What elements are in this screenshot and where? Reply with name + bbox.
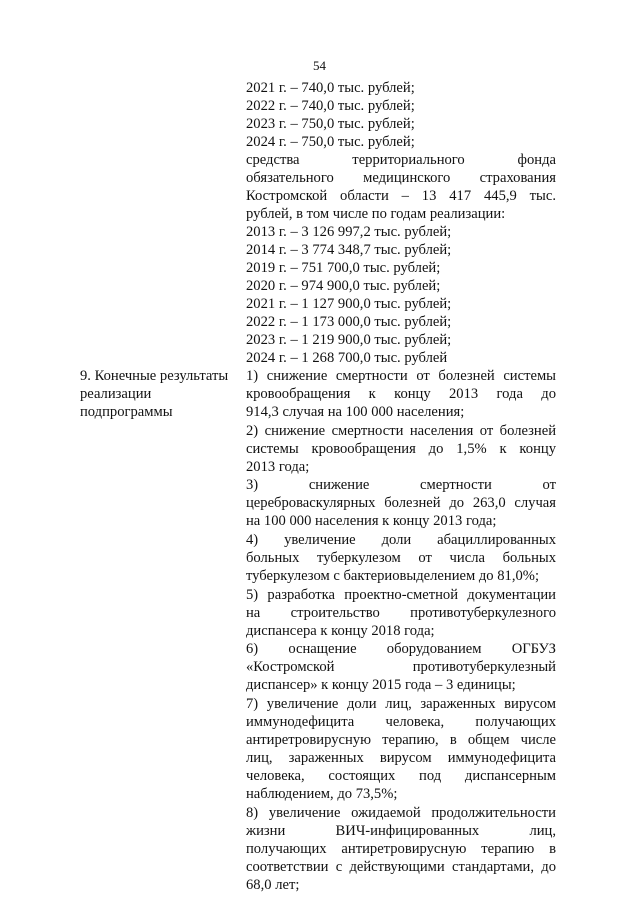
funding-line: 2021 г. – 1 127 900,0 тыс. рублей; bbox=[246, 296, 452, 312]
result-line: цереброваскулярных болезней до 263,0 случая bbox=[246, 495, 556, 511]
result-line: лиц, зараженных вирусом иммунодефицита bbox=[246, 750, 556, 766]
result-line: 4) увеличение доли абациллированных bbox=[246, 532, 556, 548]
funding-line: рублей, в том числе по годам реализации: bbox=[246, 206, 506, 222]
funding-line: 2020 г. – 974 900,0 тыс. рублей; bbox=[246, 278, 441, 294]
funding-line: 2024 г. – 1 268 700,0 тыс. рублей bbox=[246, 350, 448, 366]
funding-line: 2019 г. – 751 700,0 тыс. рублей; bbox=[246, 260, 441, 276]
funding-line: 2022 г. – 1 173 000,0 тыс. рублей; bbox=[246, 314, 452, 330]
result-line: человека, состоящих под диспансерным bbox=[246, 768, 556, 784]
funding-line: Костромской области – 13 417 445,9 тыс. bbox=[246, 188, 556, 204]
funding-line: 2024 г. – 750,0 тыс. рублей; bbox=[246, 134, 415, 150]
result-line: 6) оснащение оборудованием ОГБУЗ bbox=[246, 641, 556, 657]
result-line: туберкулезом с бактериовыделением до 81,0%; bbox=[246, 568, 540, 584]
result-line: больных туберкулезом от числа больных bbox=[246, 550, 556, 566]
result-line: 1) снижение смертности от болезней системы bbox=[246, 368, 556, 384]
result-line: 914,3 случая на 100 000 населения; bbox=[246, 404, 465, 420]
result-line: наблюдением, до 73,5%; bbox=[246, 786, 398, 802]
result-line: диспансер» к концу 2015 года – 3 единицы; bbox=[246, 677, 516, 693]
result-line: получающих антиретровирусную терапию в bbox=[246, 841, 556, 857]
funding-line: обязательного медицинского страхования bbox=[246, 170, 556, 186]
result-line: кровообращения к концу 2013 года до bbox=[246, 386, 556, 402]
section-label-line: реализации bbox=[80, 386, 152, 402]
result-line: 2) снижение смертности населения от болезней bbox=[246, 423, 556, 439]
result-line: «Костромской противотуберкулезный bbox=[246, 659, 556, 675]
result-line: на строительство противотуберкулезного bbox=[246, 605, 556, 621]
funding-line: 2014 г. – 3 774 348,7 тыс. рублей; bbox=[246, 242, 452, 258]
funding-line: 2022 г. – 740,0 тыс. рублей; bbox=[246, 98, 415, 114]
result-line: 2013 года; bbox=[246, 459, 310, 475]
result-line: иммунодефицита человека, получающих bbox=[246, 714, 556, 730]
funding-line: 2013 г. – 3 126 997,2 тыс. рублей; bbox=[246, 224, 452, 240]
result-line: 68,0 лет; bbox=[246, 877, 300, 893]
result-line: антиретровирусную терапию, в общем числе bbox=[246, 732, 556, 748]
result-line: на 100 000 населения к концу 2013 года; bbox=[246, 513, 497, 529]
funding-line: 2021 г. – 740,0 тыс. рублей; bbox=[246, 80, 415, 96]
funding-line: 2023 г. – 1 219 900,0 тыс. рублей; bbox=[246, 332, 452, 348]
result-line: 8) увеличение ожидаемой продолжительности bbox=[246, 805, 556, 821]
result-line: 5) разработка проектно-сметной документации bbox=[246, 587, 556, 603]
result-line: 3) снижение смертности от bbox=[246, 477, 556, 493]
result-line: диспансера к концу 2018 года; bbox=[246, 623, 435, 639]
funding-line: 2023 г. – 750,0 тыс. рублей; bbox=[246, 116, 415, 132]
section-label-line: подпрограммы bbox=[80, 404, 173, 420]
page-number: 54 bbox=[313, 58, 326, 73]
result-line: соответствии с действующими стандартами, до bbox=[246, 859, 556, 875]
result-line: жизни ВИЧ-инфицированных лиц, bbox=[246, 823, 556, 839]
section-label-line: 9. Конечные результаты bbox=[80, 368, 229, 384]
funding-line: средства территориального фонда bbox=[246, 152, 556, 168]
result-line: 7) увеличение доли лиц, зараженных вирусом bbox=[246, 696, 556, 712]
result-line: системы кровообращения до 1,5% к концу bbox=[246, 441, 556, 457]
